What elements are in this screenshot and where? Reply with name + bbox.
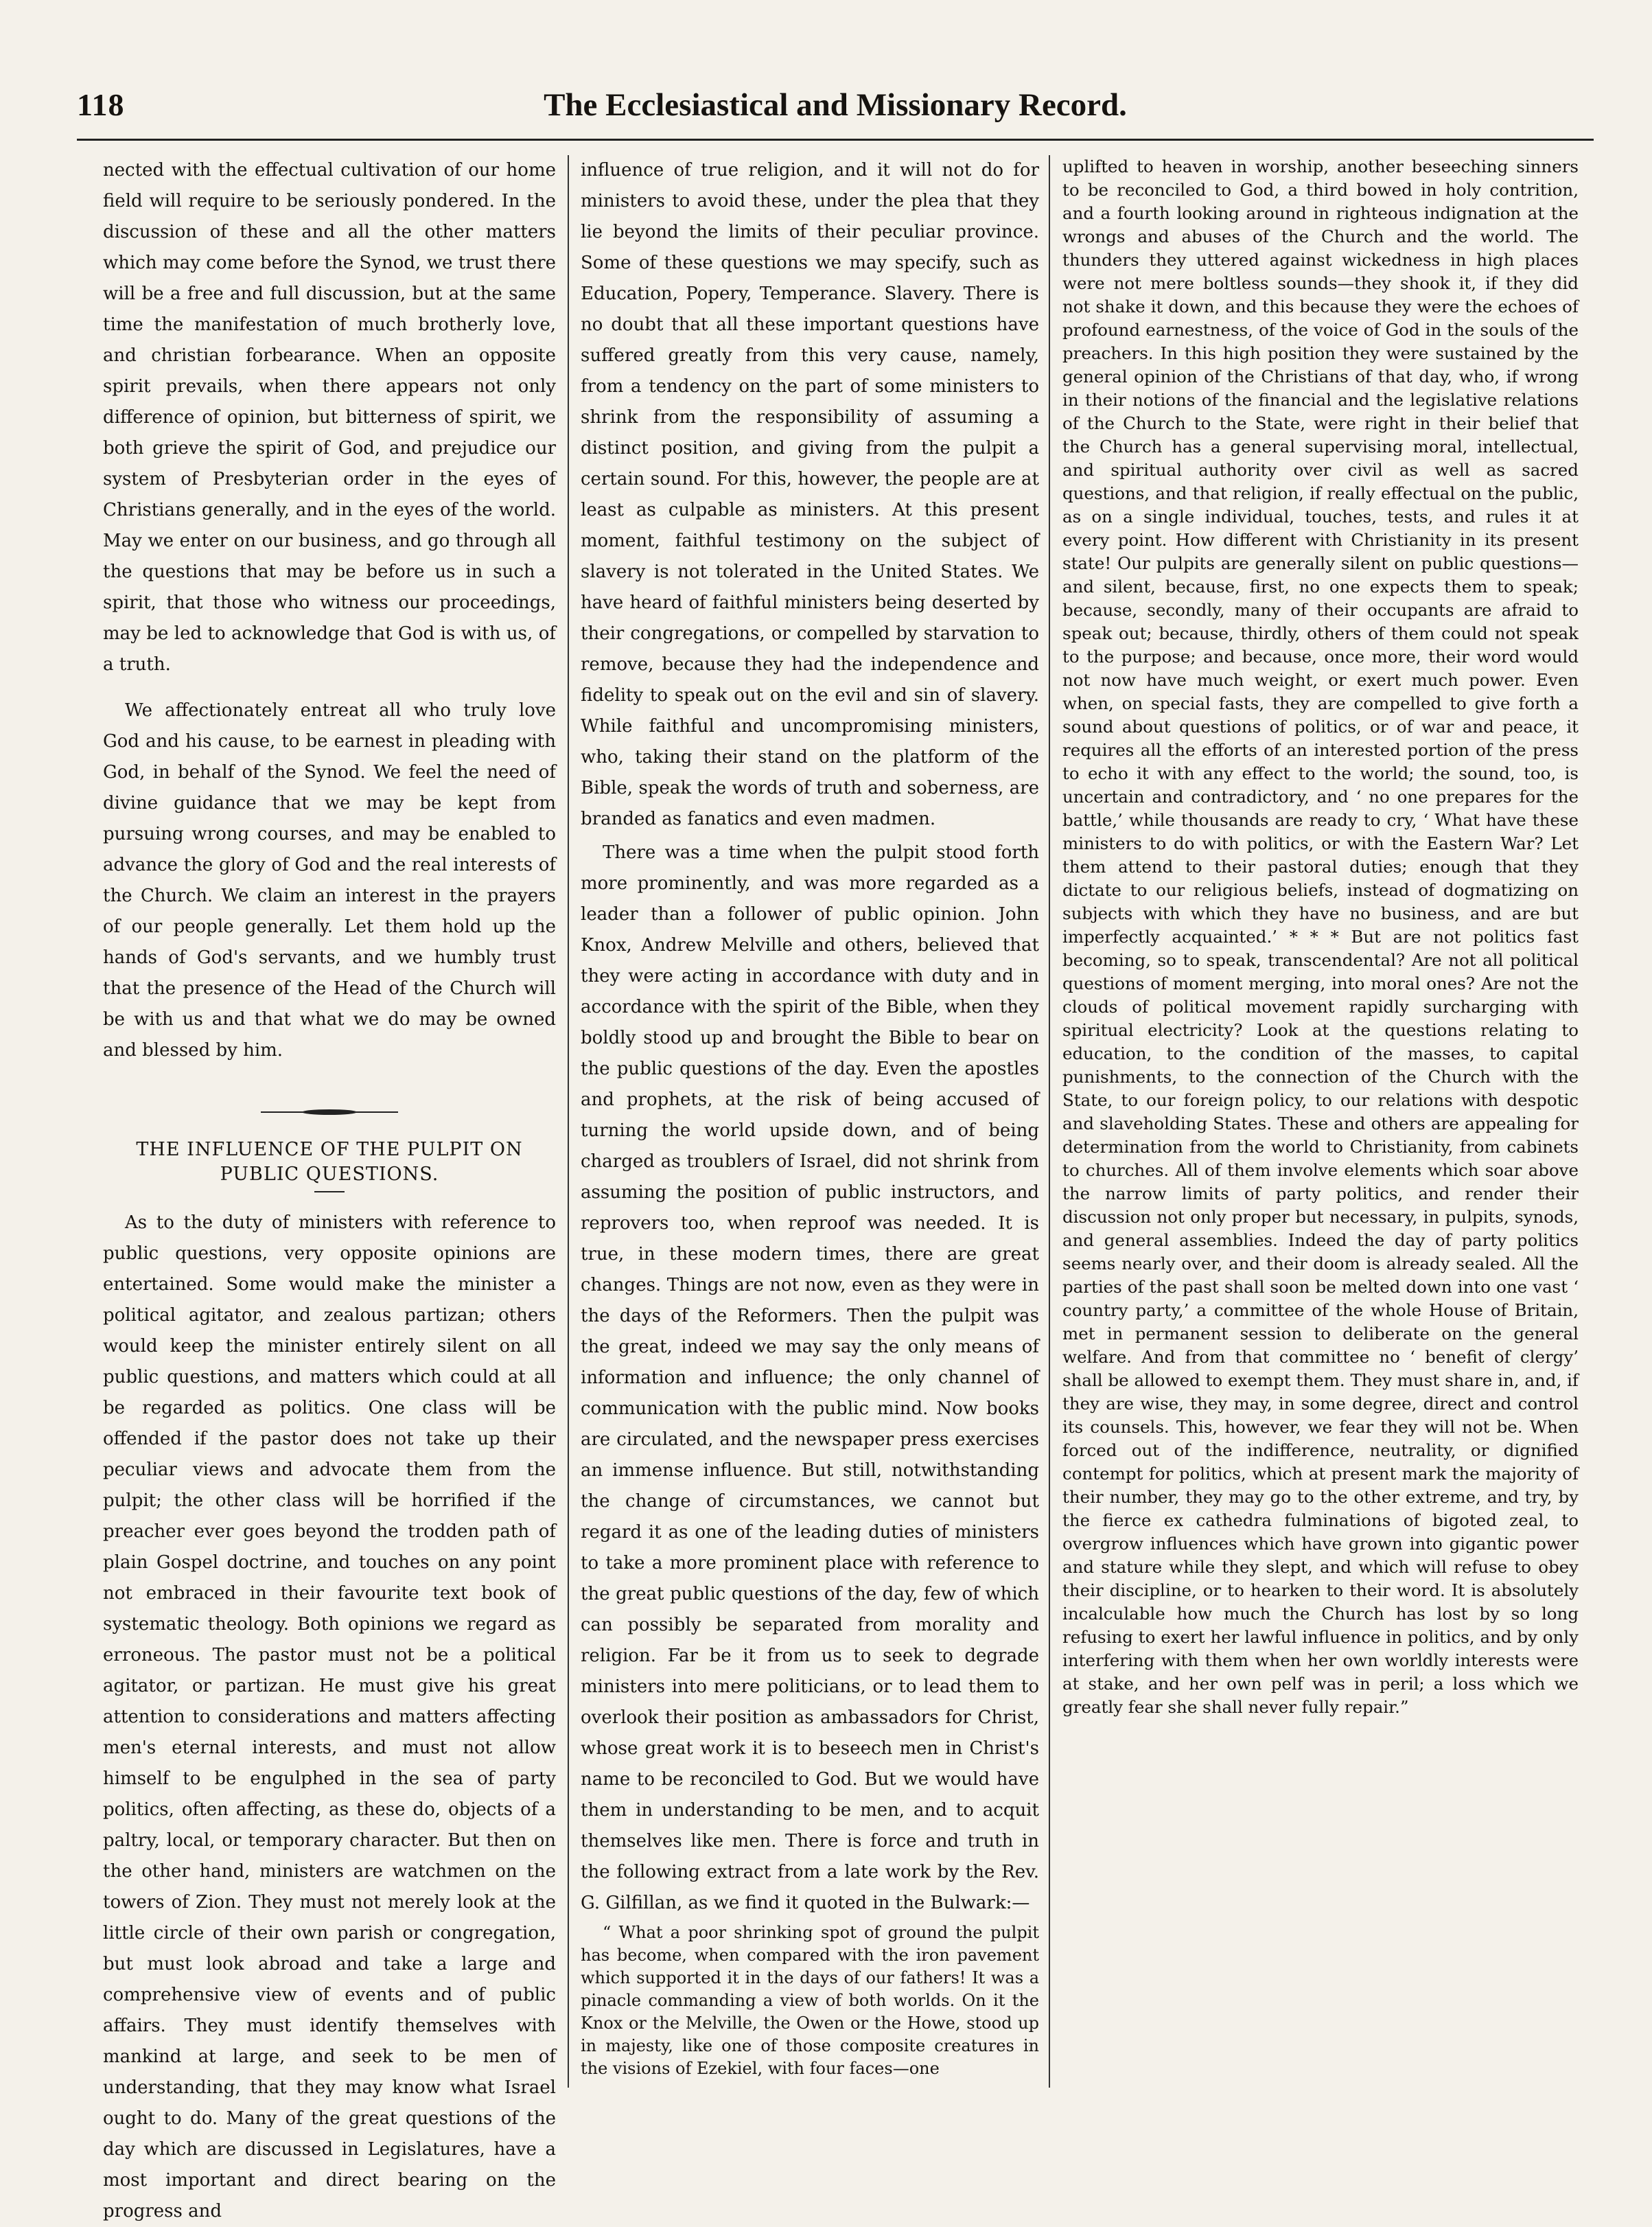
column-rule-left [568, 155, 569, 2088]
quotation-gilfillan: “ What a poor shrinking spot of ground the pulpit has become, when compared with the iron pavement which supported it in the days of our fathers! It was a pinacle commanding a view of both worlds. On it the Knox or the Melville, the Owen or the Howe, stood up in majesty, like one of those composite creatures in the visions of Ezekiel, with four faces—one [581, 1923, 1039, 2078]
article-heading: THE INFLUENCE OF THE PULPIT ON PUBLIC QUESTIONS. [136, 1139, 523, 1185]
section-divider-ornament [261, 1107, 398, 1117]
paragraph-public-questions: influence of true religion, and it will not do for ministers to avoid these, under the plea that they lie beyond the limits of their peculiar province. Some of these questions we may specify, such as Education, Popery, Temperance. Slavery. There is no doubt that all these important questions have suffered greatly from this very cause, namely, from a tendency on the part of some ministers to shrink from the responsibility of assuming a distinct position, and giving from the pulpit a certain sound. For this, however, the people are at least as culpable as ministers. At this present moment, faithful testimony on the subject of slavery is not tolerated in the United States. We have heard of faithful ministers being deserted by their congregations, or compelled by starvation to remove, because they had the independence and fidelity to speak out on the evil and sin of slavery. While faithful and uncompromising ministers, who, taking their stand on the platform of the Bible, speak the words of truth and soberness, are branded as fanatics and even madmen. [581, 160, 1039, 829]
column-right [1062, 155, 1579, 1719]
paragraph-duty-of-ministers: As to the duty of ministers with reference to public questions, very opposite opinions are entertained. Some would make the minister a political agitator, and zealous partizan; others would keep the minister entirely silent on all public questions, and matters which could at all be regarded as politics. One class will be offended if the pastor does not take up their peculiar views and advocate them from the pulpit; the other class will be horrified if the preacher ever goes beyond the trodden path of plain Gospel doctrine, and touches on any point not embraced in their favourite text book of systematic theology. Both opinions we regard as erroneous. The pastor must not be a political agitator, or partizan. He must give his great attention to considerations and matters affecting men's eternal interests, and must not allow himself to be engulphed in the sea of party politics, often affecting, as these do, objects of a paltry, local, or temporary character. But then on the other hand, ministers are watchmen on the towers of Zion. They must not merely look at the little circle of their own parish or congregation, but must look abroad and take a large and comprehensive view of events and of public affairs. They must identify themselves with mankind at large, and seek to be men of understanding, that they may know what Israel ought to do. Many of the great questions of the day which are discussed in Legislatures, have a most important and direct bearing on the progress and [103, 1212, 556, 2222]
column-left [103, 155, 556, 2227]
quotation-continued: uplifted to heaven in worship, another beseeching sinners to be reconciled to God, a third bowed in holy contrition, and a fourth looking around in righteous indignation at the wrongs and abuses of the Church and the world. The thunders they uttered against wickedness in high places were not mere boltless sounds—they shook it, if they did not shake it down, and this because they were the echoes of profound earnestness, of the voice of God in the souls of the preachers. In this high position they were sustained by the general opinion of the Christians of that day, who, if wrong in their notions of the financial and the legislative relations of the Church to the State, were right in their belief that the Church has a general supervising moral, intellectual, and spiritual authority over civil as well as sacred questions, and that religion, if really effectual on the public, as on a single individual, touches, tests, and rules it at every point. How different with Christianity in its present state! Our pulpits are generally silent on public questions—and silent, because, first, no one expects them to speak; because, secondly, many of their occupants are afraid to speak out; because, thirdly, others of them could not speak to the purpose; and because, once more, their word would not now have much weight, or exert much power. Even when, on special fasts, they are compelled to give forth a sound about questions of politics, or of war and peace, it requires all the efforts of an interested portion of the press to echo it with any effect to the world; the sound, too, is uncertain and contradictory, and ‘ no one prepares for the battle,’ while thousands are ready to cry, ‘ What have these ministers to do with politics, or with the Eastern War? Let them attend to their pastoral duties; enough that they dictate to our religious beliefs, instead of dogmatizing on subjects with which they have no business, and are but imperfectly acquainted.’ * * * But are not politics fast becoming, so to speak, transcendental? Are not all political questions of moment merging, into moral ones? Are not the clouds of political movement rapidly surcharging with spiritual electricity? Look at the questions relating to education, to the condition of the masses, to capital punishments, to the connection of the Church with the State, to our foreign policy, to our relations with despotic and slaveholding States. These and others are appealing for determination from the world to Christianity, from cabinets to churches. All of them involve elements which soar above the narrow limits of party politics, and render their discussion not only proper but necessary, in pulpits, synods, and general assemblies. Indeed the day of party politics seems nearly over, and their doom is already sealed. All the parties of the past shall soon be melted down into one vast ‘ country party,’ a committee of the whole House of Britain, met in permanent session to deliberate on the general welfare. And from that committee no ‘ benefit of clergy’ shall be allowed to exempt them. They must share in, and, if they are wise, they may, in some degree, direct and control its counsels. This, however, we fear they will not be. When forced out of the indifference, neutrality, or dignified contempt for politics, which at present mark the majority of their number, they may go to the other extreme, and try, by the fierce ex cathedra fulminations of bigoted zeal, to overgrow influences which have grown into gigantic power and stature while they slept, and which will refuse to obey their discipline, or to hearken to their word. It is absolutely incalculable how much the Church has lost by so long refusing to exert her lawful influence in politics, and by only interfering with them when her own worldly interests were at stake, and her own pelf was in peril; a loss which we greatly fear she shall never fully repair.” [1062, 157, 1579, 1717]
paragraph-synod-discussion: nected with the effectual cultivation of our home field will require to be seriously pondered. In the discussion of these and all the other matters which may come before the Synod, we trust there will be a free and full discussion, but at the same time the manifestation of much brotherly love, and christian forbearance. When an opposite spirit prevails, when there appears not only difference of opinion, but bitterness of spirit, we both grieve the spirit of God, and prejudice our system of Presbyterian order in the eyes of Christians generally, and in the eyes of the world. May we enter on our business, and go through all the questions that may be before us in such a spirit, that those who witness our proceedings, may be led to acknowledge that God is with us, of a truth. [103, 160, 556, 675]
heading-dash [314, 1191, 345, 1192]
paragraph-pulpit-history: There was a time when the pulpit stood forth more prominently, and was more regarded as a leader than a follower of public opinion. John Knox, Andrew Melville and others, believed that they were acting in accordance with duty and in accordance with the spirit of the Bible, when they boldly stood up and brought the Bible to bear on the public questions of the day. Even the apostles and prophets, at the risk of being accused of turning the world upside down, and of being charged as troublers of Israel, did not shrink from assuming the position of public instructors, and reprovers too, when reproof was needed. It is true, in these modern times, there are great changes. Things are not now, even as they were in the days of the Reformers. Then the pulpit was the great, indeed we may say the only means of information and influence; the only channel of communication with the public mind. Now books are circulated, and the newspaper press exercises an immense influence. But still, notwithstanding the change of circumstances, we cannot but regard it as one of the leading duties of ministers to take a more prominent place with reference to the great public questions of the day, few of which can possibly be separated from morality and religion. Far be it from us to seek to degrade ministers into mere politicians, or to lead them to overlook their position as ambassadors for Christ, whose great work it is to beseech men in Christ's name to be reconciled to God. But we would have them in understanding to be men, and to acquit themselves like men. There is force and truth in the following extract from a late work by the Rev. G. Gilfillan, as we find it quoted in the Bulwark:— [581, 842, 1039, 1913]
page-header [77, 82, 1594, 141]
paragraph-prayer-appeal: We affectionately entreat all who truly love God and his cause, to be earnest in pleading with God, in behalf of the Synod. We feel the need of divine guidance that we may be kept from pursuing wrong courses, and may be enabled to advance the glory of God and the real interests of the Church. We claim an interest in the prayers of our people generally. Let them hold up the hands of God's servants, and we humbly trust that the presence of the Head of the Church will be with us and that what we do may be owned and blessed by him. [103, 700, 556, 1061]
column-middle [581, 155, 1039, 2080]
running-title: The Ecclesiastical and Missionary Record. [544, 87, 1127, 123]
page-number: 118 [77, 87, 125, 122]
column-rule-right [1049, 155, 1050, 2088]
